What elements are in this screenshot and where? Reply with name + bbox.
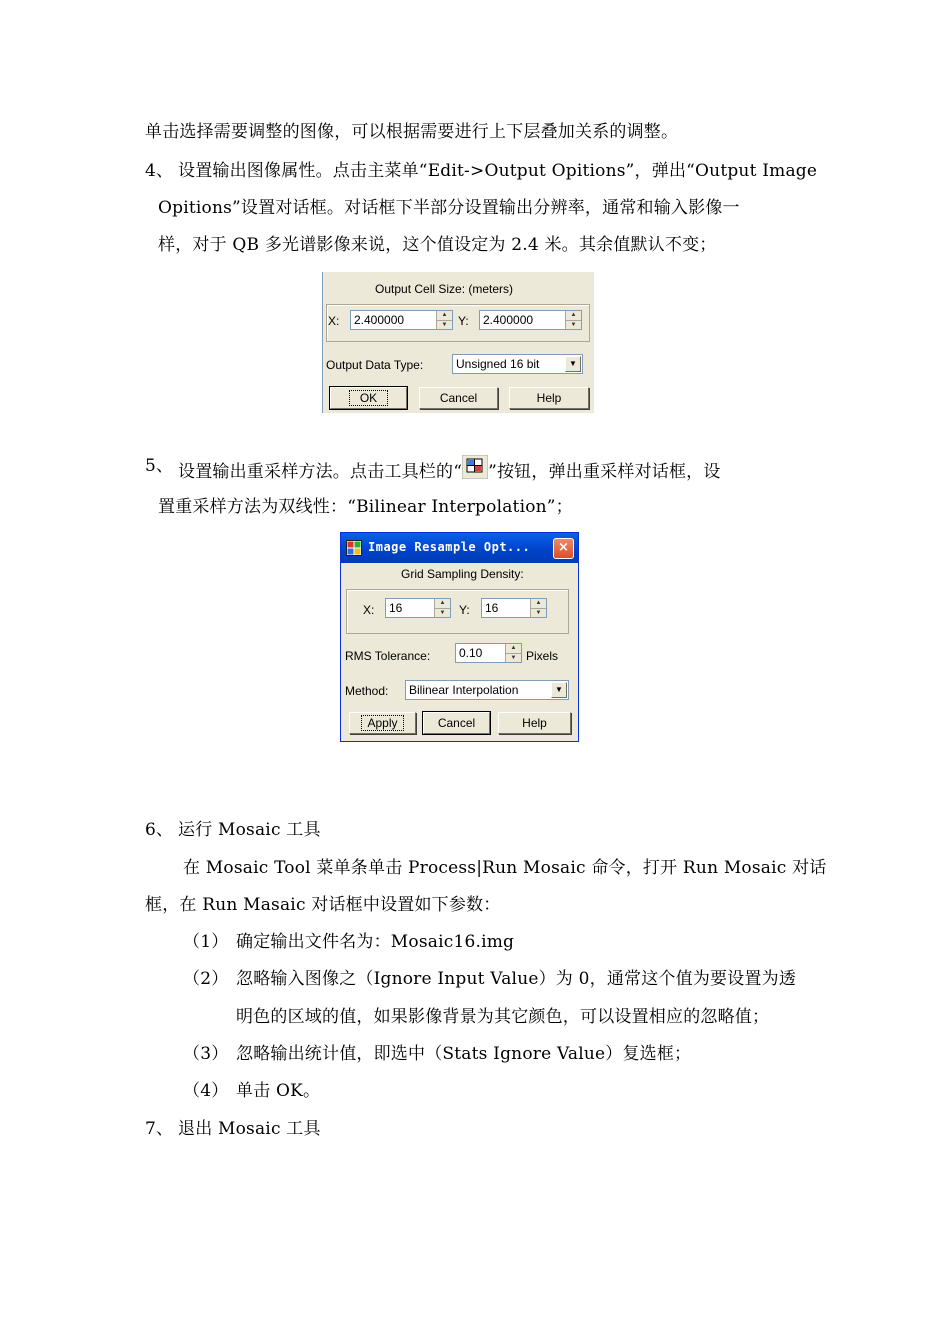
step-5-line-1 (178, 455, 721, 483)
rms-tolerance-input[interactable] (455, 643, 522, 663)
rms-spinner[interactable] (505, 644, 521, 662)
cell-y-value: 2.400000 (483, 313, 534, 327)
chevron-down-icon[interactable]: ▼ (565, 356, 581, 372)
cancel-button[interactable]: Cancel (419, 387, 498, 409)
close-icon[interactable]: × (553, 538, 574, 559)
x-label: X: (363, 603, 375, 617)
list-item: 忽略输出统计值，即选中（Stats Ignore Value）复选框； (236, 1044, 692, 1064)
grid-y-spinner[interactable] (530, 599, 546, 617)
rms-unit-label: Pixels (526, 649, 559, 663)
grid-y-input[interactable] (481, 598, 547, 618)
app-icon (346, 540, 362, 556)
cell-x-value: 2.400000 (354, 313, 405, 327)
step-4-number: 4、 (145, 161, 174, 181)
dialog-title: Image Resample Opt... (368, 540, 531, 554)
spin-up-icon[interactable]: ▲ (439, 600, 446, 606)
y-label: Y: (459, 603, 470, 617)
step-5-text-a: 设置输出重采样方法。点击工具栏的“ (178, 462, 463, 482)
step-4-line-3: 样，对于 QB 多光谱影像来说，这个值设定为 2.4 米。其余值默认不变； (158, 235, 717, 255)
spin-up-icon[interactable]: ▲ (441, 312, 448, 318)
chevron-down-icon[interactable]: ▼ (551, 682, 567, 698)
cancel-button[interactable]: Cancel (423, 712, 490, 734)
y-label: Y: (458, 314, 469, 328)
step-6-paragraph-line-2: 框，在 Run Masaic 对话框中设置如下参数： (145, 895, 501, 915)
method-label: Method: (345, 684, 389, 698)
step-5-text-b: ”按钮，弹出重采样对话框，设 (488, 462, 721, 482)
rms-tolerance-value: 0.10 (459, 646, 483, 660)
list-item: 确定输出文件名为：Mosaic16.img (236, 932, 515, 952)
list-item: 单击 OK。 (236, 1081, 321, 1101)
list-item-continuation: 明色的区域的值，如果影像背景为其它颜色，可以设置相应的忽略值； (236, 1007, 770, 1027)
spin-down-icon[interactable]: ▼ (506, 653, 521, 662)
method-select[interactable] (405, 680, 569, 700)
cell-x-spinner[interactable] (436, 311, 452, 329)
list-item-number: （1） (183, 932, 229, 952)
title-bar[interactable] (341, 533, 578, 563)
grid-sampling-density-label: Grid Sampling Density: (401, 567, 524, 581)
output-data-type-label: Output Data Type: (326, 358, 424, 372)
grid-y-value: 16 (485, 601, 499, 615)
step-5-number: 5、 (145, 456, 174, 476)
list-item-number: （2） (183, 969, 229, 989)
output-options-dialog (322, 272, 594, 413)
spin-up-icon[interactable]: ▲ (570, 312, 577, 318)
apply-button[interactable]: Apply (349, 712, 416, 734)
step-7-title: 退出 Mosaic 工具 (178, 1119, 321, 1139)
output-data-type-select[interactable] (452, 354, 583, 374)
rms-tolerance-label: RMS Tolerance: (345, 649, 431, 663)
method-value: Bilinear Interpolation (409, 683, 519, 697)
list-item-number: （4） (183, 1081, 229, 1101)
grid-x-value: 16 (389, 601, 403, 615)
x-label: X: (328, 314, 340, 328)
step-7-number: 7、 (145, 1119, 174, 1139)
grid-x-input[interactable] (385, 598, 451, 618)
cell-x-input[interactable] (350, 310, 453, 330)
spin-down-icon[interactable]: ▼ (531, 608, 546, 617)
spin-up-icon[interactable]: ▲ (510, 645, 517, 651)
step-4-line-1: 设置输出图像属性。点击主菜单“Edit->Output Opitions”，弹出“Output Image (178, 161, 818, 181)
help-button[interactable]: Help (498, 712, 571, 734)
ok-button[interactable]: OK (330, 387, 407, 409)
paragraph-intro: 单击选择需要调整的图像，可以根据需要进行上下层叠加关系的调整。 (145, 122, 679, 142)
step-5-line-2: 置重采样方法为双线性：“Bilinear Interpolation”； (158, 497, 573, 517)
list-item-number: （3） (183, 1044, 229, 1064)
output-data-type-value: Unsigned 16 bit (456, 357, 540, 371)
spin-down-icon[interactable]: ▼ (566, 320, 581, 329)
spin-up-icon[interactable]: ▲ (535, 600, 542, 606)
step-6-paragraph-line-1: 在 Mosaic Tool 菜单条单击 Process|Run Mosaic 命令，打开 Run Mosaic 对话 (183, 858, 827, 878)
help-button[interactable]: Help (509, 387, 589, 409)
grid-x-spinner[interactable] (434, 599, 450, 617)
image-resample-dialog (340, 532, 579, 742)
list-item: 忽略输入图像之（Ignore Input Value）为 0，通常这个值为要设置为透 (236, 969, 797, 989)
cell-y-spinner[interactable] (565, 311, 581, 329)
cell-y-input[interactable] (479, 310, 582, 330)
resample-toolbar-icon (462, 455, 488, 479)
output-cell-size-label: Output Cell Size: (meters) (375, 282, 514, 296)
step-6-title: 运行 Mosaic 工具 (178, 820, 321, 840)
step-6-number: 6、 (145, 820, 174, 840)
spin-down-icon[interactable]: ▼ (437, 320, 452, 329)
spin-down-icon[interactable]: ▼ (435, 608, 450, 617)
step-4-line-2: Opitions”设置对话框。对话框下半部分设置输出分辨率，通常和输入影像一 (158, 198, 740, 218)
